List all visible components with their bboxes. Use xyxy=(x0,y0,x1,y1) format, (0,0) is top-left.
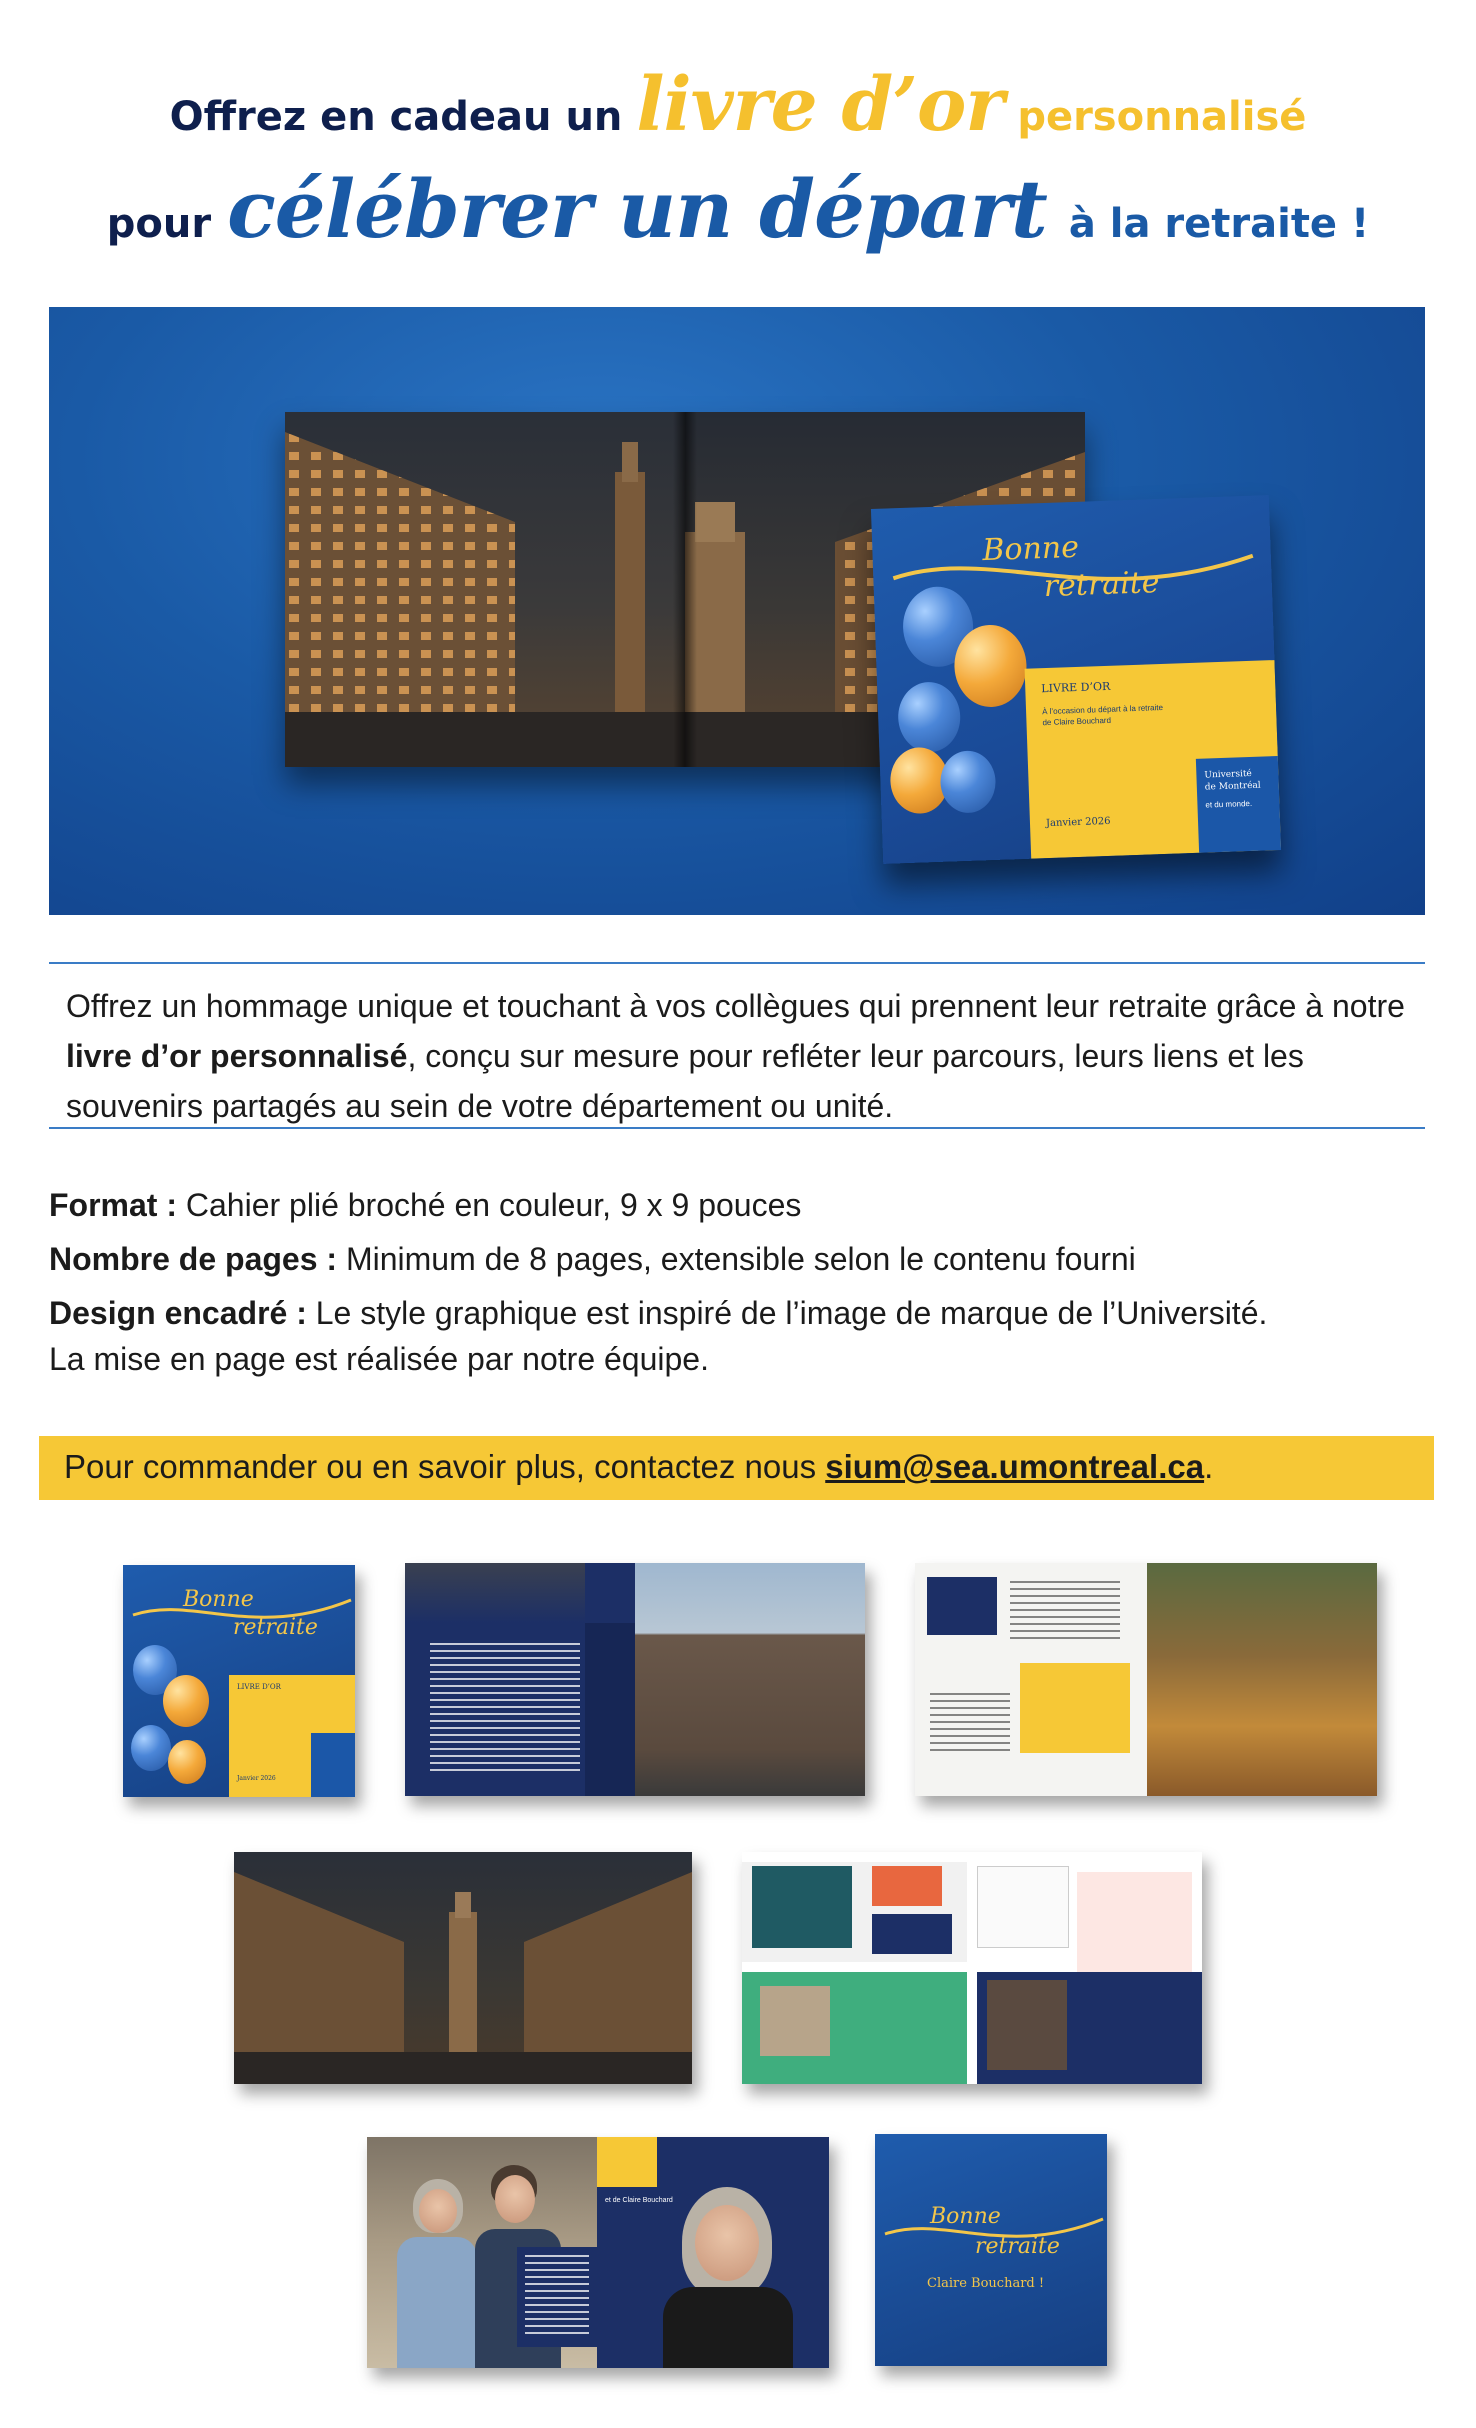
thumb1-date: Janvier 2026 xyxy=(237,1775,276,1782)
intro-part-1: Offrez un hommage unique et touchant à vos collègues qui prennent leur retraite grâce à notre xyxy=(66,988,1405,1024)
cta-text xyxy=(64,1448,1213,1486)
thumb5-orange-box xyxy=(872,1866,942,1906)
headline-line2-accent: célébrer un départ xyxy=(227,162,1047,256)
headline-line-2 xyxy=(0,162,1476,256)
thumb5-pink-box xyxy=(1077,1872,1192,1972)
spec-pages xyxy=(49,1240,1449,1278)
thumb5-photo-right xyxy=(987,1980,1067,2070)
thumb3-yellow-box xyxy=(1020,1663,1130,1753)
intro-bold: livre d’or personnalisé xyxy=(66,1038,408,1074)
thumb1-title: LIVRE D’OR xyxy=(237,1683,281,1691)
cover-script-2: retraite xyxy=(1043,565,1161,605)
spec-design-value: Le style graphique est inspiré de l’image de marque de l’Université. xyxy=(306,1295,1268,1331)
headline-line1-accent: livre d’or xyxy=(636,62,1004,148)
cta-banner xyxy=(39,1436,1434,1500)
thumb2-divider xyxy=(585,1623,635,1796)
thumb-portraits xyxy=(367,2137,829,2368)
hero-cover-mockup xyxy=(871,495,1281,864)
thumb-spread-3 xyxy=(915,1563,1377,1796)
thumb1-gold-panel xyxy=(229,1675,355,1797)
thumb6-portrait-face xyxy=(695,2205,759,2281)
headline-line-1 xyxy=(0,62,1476,148)
cta-email-link[interactable]: sium@sea.umontreal.ca xyxy=(825,1448,1205,1485)
cover-subtitle: À l’occasion du départ à la retraite de Claire Bouchard xyxy=(1041,702,1164,728)
spec-pages-label: Nombre de pages : xyxy=(49,1241,338,1277)
cover-title: LIVRE D’OR xyxy=(1041,679,1111,696)
cover-date: Janvier 2026 xyxy=(1045,815,1111,830)
thumb-spread-2 xyxy=(405,1563,865,1796)
thumb7-script-1: Bonne xyxy=(930,2204,1001,2229)
thumb3-navy-box xyxy=(927,1577,997,1635)
thumb7-script-2: retraite xyxy=(975,2234,1060,2259)
thumb3-text-1 xyxy=(1010,1581,1120,1641)
thumb-back-cover xyxy=(875,2134,1107,2366)
intro-rule-top xyxy=(49,962,1425,964)
thumb-collage xyxy=(742,1852,1202,2084)
thumb4-campus-drawing xyxy=(234,1852,692,2084)
thumb1-script-2: retraite xyxy=(233,1615,318,1640)
thumb6-woman-face xyxy=(419,2189,457,2233)
thumb1-logo xyxy=(311,1733,355,1797)
thumb6-woman-body xyxy=(397,2237,477,2368)
thumb6-text-lines xyxy=(525,2255,589,2335)
thumb2-building-photo xyxy=(635,1563,865,1796)
spec-format-value: Cahier plié broché en couleur, 9 x 9 pouces xyxy=(177,1187,802,1223)
cover-gold-panel xyxy=(1025,660,1281,859)
thumb5-white-box xyxy=(977,1866,1069,1948)
thumb1-script-1: Bonne xyxy=(183,1587,254,1612)
intro-paragraph xyxy=(66,981,1406,1131)
thumb5-navy-box xyxy=(872,1914,952,1954)
thumb7-name: Claire Bouchard ! xyxy=(927,2276,1045,2291)
thumb6-man-face xyxy=(495,2175,535,2223)
headline-line1-post: personnalisé xyxy=(1017,94,1307,140)
thumb-night-campus xyxy=(234,1852,692,2084)
logo-line-2: de Montréal xyxy=(1204,780,1261,793)
thumb2-text-block xyxy=(430,1643,580,1773)
logo-line-3: et du monde. xyxy=(1205,798,1253,810)
thumb6-text-box xyxy=(517,2247,597,2347)
spec-pages-value: Minimum de 8 pages, extensible selon le contenu fourni xyxy=(337,1241,1136,1277)
hero-banner xyxy=(49,307,1425,915)
cover-script-1: Bonne xyxy=(981,529,1080,569)
thumb2-photo-strip xyxy=(405,1563,585,1623)
thumb6-name-line: et de Claire Bouchard xyxy=(605,2197,673,2204)
headline-line2-pre: pour xyxy=(106,201,212,247)
thumb5-teal-box xyxy=(752,1866,852,1948)
spec-design-label: Design encadré : xyxy=(49,1295,307,1331)
thumb1-balloon-2 xyxy=(163,1675,209,1727)
thumb1-balloon-3 xyxy=(131,1725,171,1771)
spec-design xyxy=(49,1294,1449,1332)
headline-line2-post: à la retraite ! xyxy=(1068,201,1370,247)
thumb6-logo-box xyxy=(597,2137,657,2187)
thumb6-portrait-body xyxy=(663,2287,793,2368)
intro-part-2: , conçu sur mesure pour refléter leur parcours, leurs liens et les souvenirs partagés au sein de votre département ou unité. xyxy=(66,1038,1304,1124)
spec-format xyxy=(49,1186,1449,1224)
thumb5-photo-left xyxy=(760,1986,830,2056)
headline-line1-pre: Offrez en cadeau un xyxy=(169,94,623,140)
cta-end: . xyxy=(1204,1448,1214,1485)
thumb3-text-2 xyxy=(930,1693,1010,1753)
thumb1-balloon-4 xyxy=(168,1740,206,1784)
university-logo xyxy=(1196,756,1281,853)
thumb3-cafe-photo xyxy=(1147,1563,1377,1796)
thumb-cover xyxy=(123,1565,355,1797)
campus-photo-left xyxy=(285,412,685,767)
book-left-page xyxy=(285,412,685,767)
spec-design-line-2: La mise en page est réalisée par notre équipe. xyxy=(49,1341,709,1377)
cta-label: Pour commander ou en savoir plus, contactez nous xyxy=(64,1448,826,1485)
logo-line-1: Université xyxy=(1204,768,1252,781)
spec-format-label: Format : xyxy=(49,1187,177,1223)
book-gutter xyxy=(673,412,697,767)
intro-rule-bottom xyxy=(49,1127,1425,1129)
